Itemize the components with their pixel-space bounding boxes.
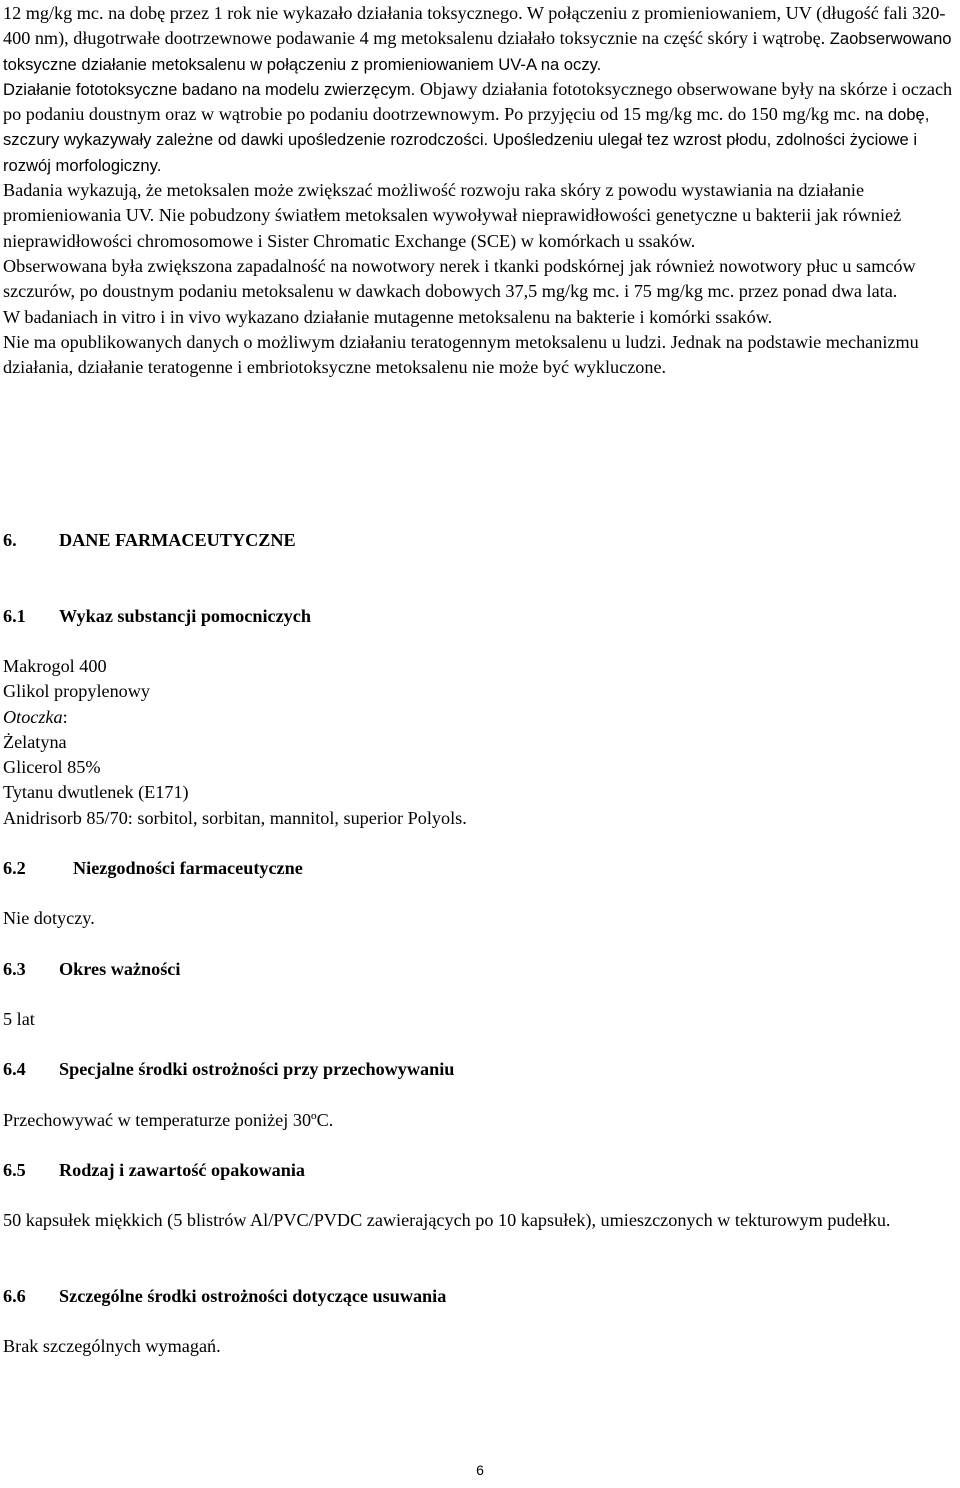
section-text: 5 lat (3, 1009, 35, 1029)
list-item: Anidrisorb 85/70: sorbitol, sorbitan, mannitol, superior Polyols. (3, 807, 467, 828)
section-number: 6.3 (3, 959, 26, 979)
list-item: Glikol propylenowy (3, 681, 151, 702)
section-heading-6-6 (3, 1284, 446, 1309)
section-number: 6. (3, 530, 17, 550)
section-title: Okres ważności (59, 959, 181, 979)
list-item (3, 705, 467, 730)
paragraph-text-genetic: Nie pobudzony światłem metoksalen wywoływał nieprawidłowości genetyczne u bakterii jak również nieprawidłowości chromosomowe i Sister Chromatic Exchange (SCE) w komórkach u ssaków. (3, 205, 902, 251)
paragraph-text-fertility: na dobę, szczury wykazywały zależne od dawki upośledzenie rozrodczości. Upośledzeniu ulegał tez wzrost płodu, zdolności życiowe i rozwój morfologiczny. (3, 105, 930, 175)
paragraph-text-phototoxic-symptoms: Objawy działania fototoksycznego obserwowane były na skórze i oczach po podaniu doustnym oraz w wątrobie po podaniu dootrzewnowym. Po przyjęciu od 15 mg/kg mc. do 150 mg/kg mc. (3, 78, 953, 125)
section-number: 6.5 (3, 1160, 26, 1180)
section-title: Wykaz substancji pomocniczych (59, 606, 311, 626)
section-number: 6.6 (3, 1286, 26, 1306)
section-text: Przechowywać w temperaturze poniżej 30ºC. (3, 1110, 334, 1130)
section-heading-6-3 (3, 957, 180, 982)
paragraph-text-teratogenic: Nie ma opublikowanych danych o możliwym działaniu teratogennym metoksalenu u ludzi. (3, 331, 667, 352)
list-item: Glicerol 85% (3, 757, 101, 778)
section-heading-6-5 (3, 1158, 305, 1183)
paragraph: W badaniach in vitro i in vivo wykazano działanie mutagenne metoksalenu na bakterie i komórki ssaków. (3, 306, 773, 327)
section-title: Szczególne środki ostrożności dotyczące usuwania (59, 1286, 447, 1306)
paragraph-text-mechanism: Jednak na podstawie mechanizmu działania, działanie teratogenne i embriotoksyczne metoksalenu nie może być wykluczone. (3, 331, 919, 378)
paragraph-text-skin-cancer: Badania wykazują, że metoksalen może zwiększać możliwość rozwoju raka skóry z powodu wystawiania na działanie promieniowania UV. (3, 180, 865, 226)
section-text: 50 kapsułek miękkich (5 blistrów Al/PVC/PVDC zawierających po 10 kapsułek), umieszczonych w tekturowym pudełku. (3, 1210, 891, 1230)
paragraph (3, 77, 955, 178)
section-title: Specjalne środki ostrożności przy przechowywaniu (59, 1059, 455, 1079)
paragraph (3, 330, 955, 381)
section-title: Rodzaj i zawartość opakowania (59, 1160, 306, 1180)
section-heading-6-4 (3, 1057, 454, 1082)
section-text: Brak szczególnych wymagań. (3, 1336, 221, 1356)
list-item: Makrogol 400 (3, 656, 107, 676)
section-number: 6.1 (3, 606, 26, 626)
coating-label: Otoczka (3, 706, 63, 727)
section-number: 6.2 (3, 858, 26, 878)
coating-colon: : (62, 706, 68, 727)
section-number: 6.4 (3, 1059, 26, 1079)
list-item: Tytanu dwutlenek (E171) (3, 782, 189, 803)
list-item: Żelatyna (3, 731, 67, 752)
paragraph: Obserwowana była zwiększona zapadalność na nowotwory nerek i tkanki podskórnej jak również nowotwory płuc u samców szczurów, po doustnym podaniu metoksalenu w dawkach dobowych 37,5 mg/kg mc. i 75 mg/kg mc. przez ponad dwa lata. (3, 255, 916, 302)
paragraph-text-phototoxic-model: Działanie fototoksyczne badano na modelu zwierzęcym. (3, 79, 416, 99)
paragraph (3, 1, 955, 77)
section-heading-6-2 (3, 856, 303, 881)
paragraph-text-uva-eyes: Zaobserwowano toksyczne działanie metoksalenu w połączeniu z promieniowaniem UV-A na oczy. (3, 29, 952, 74)
page-number: 6 (476, 1462, 484, 1478)
excipients-list (3, 654, 467, 831)
section-heading-6-1 (3, 604, 311, 629)
section-title: Niezgodności farmaceutyczne (73, 858, 303, 878)
section-text: Nie dotyczy. (3, 908, 95, 928)
section-heading-6 (3, 528, 296, 553)
paragraph (3, 178, 955, 254)
paragraph-text-toxicity: 12 mg/kg mc. na dobę przez 1 rok nie wykazało działania toksycznego. W połączeniu z promieniowaniem, UV (długość fali 320-400 nm), długotrwałe dootrzewnowe podawanie 4 mg metoksalenu działało toksycznie na część skóry i wątrobę. (3, 3, 946, 49)
section-title: DANE FARMACEUTYCZNE (59, 530, 296, 550)
toxicology-text (3, 1, 955, 380)
